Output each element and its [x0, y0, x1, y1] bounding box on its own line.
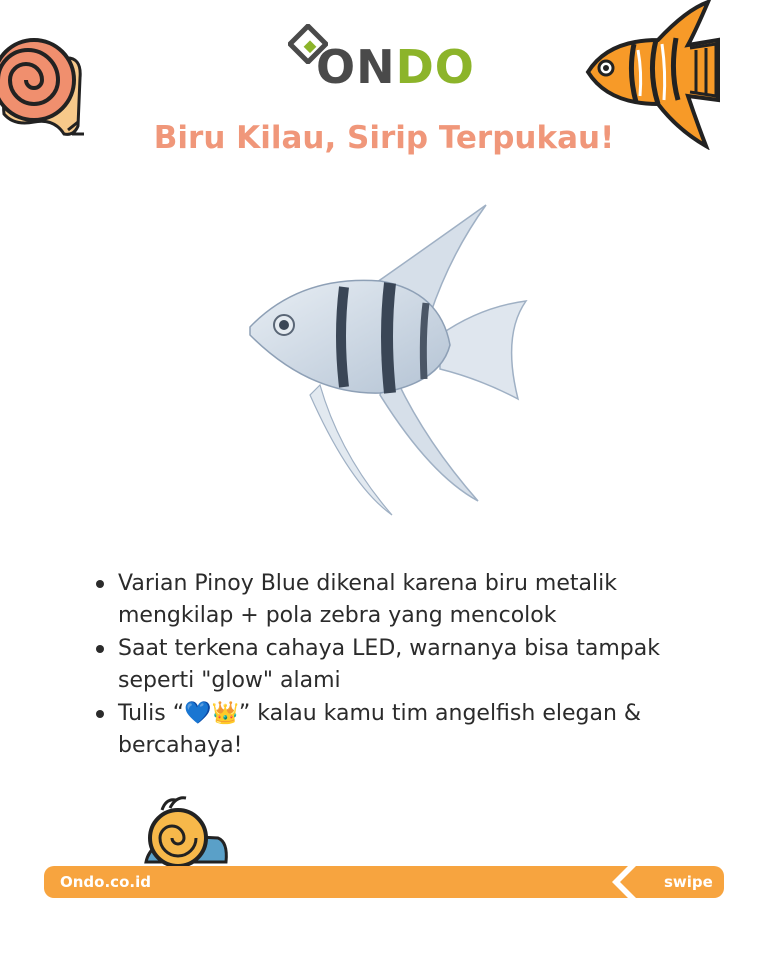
- feature-list: [94, 568, 694, 763]
- logo-text: [316, 40, 475, 94]
- snail-icon: [140, 792, 230, 868]
- page-title: Biru Kilau, Sirip Terpukau!: [153, 120, 615, 156]
- chevron-left-icon: [606, 862, 656, 902]
- list-item: Saat terkena cahaya LED, warnanya bisa tampak seperti "glow" alami: [94, 633, 694, 697]
- logo-text-do: DO: [395, 40, 475, 94]
- website-link[interactable]: Ondo.co.id: [60, 873, 151, 891]
- list-item: Tulis “💙👑” kalau kamu tim angelfish elegan & bercahaya!: [94, 698, 694, 762]
- ondo-logo: [286, 18, 486, 98]
- swipe-button[interactable]: swipe: [664, 873, 713, 891]
- logo-text-on: ON: [316, 40, 396, 94]
- pinoy-blue-angelfish-image: [240, 195, 540, 525]
- list-item: Varian Pinoy Blue dikenal karena biru metalik mengkilap + pola zebra yang mencolok: [94, 568, 694, 632]
